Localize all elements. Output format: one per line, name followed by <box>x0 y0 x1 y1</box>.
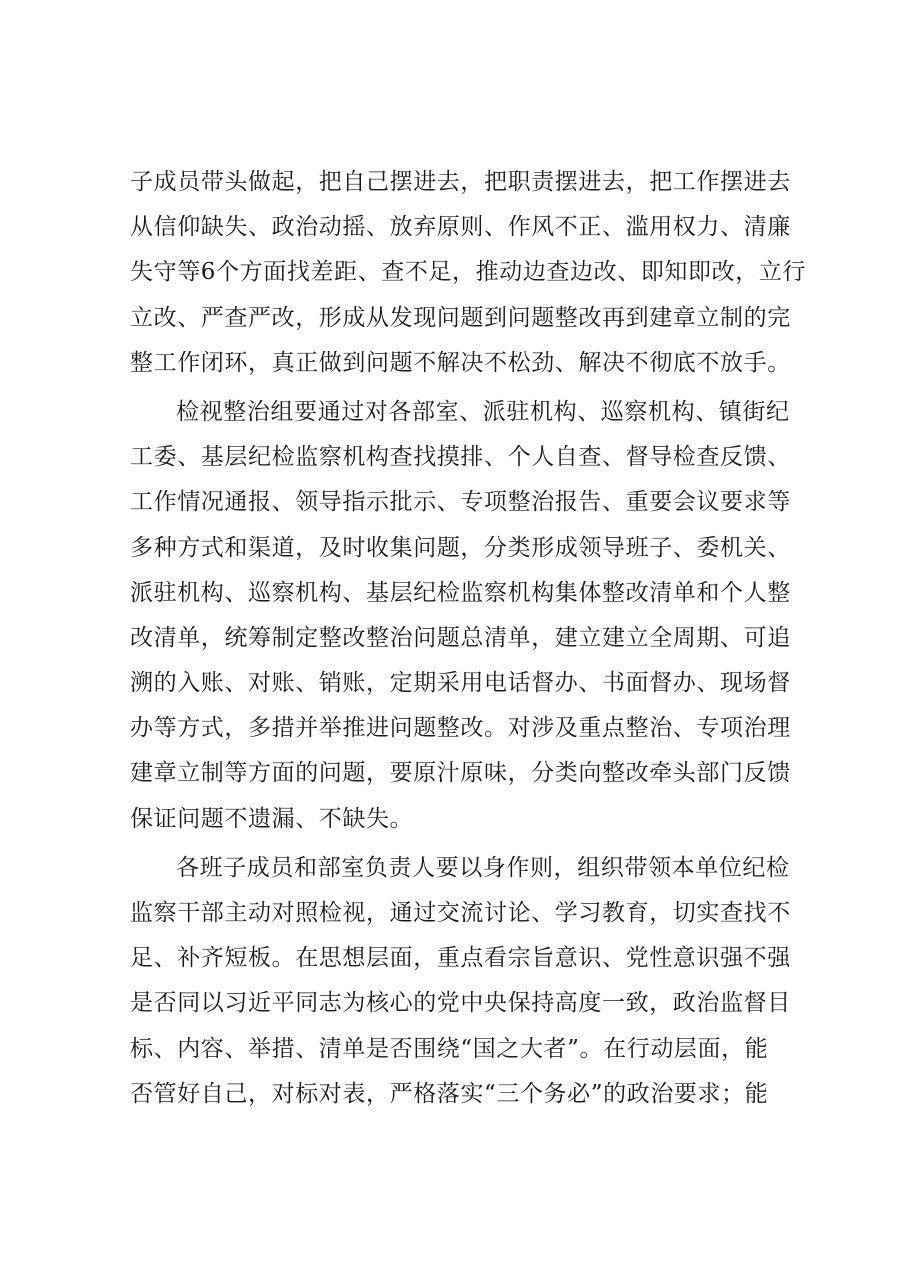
document-body <box>130 160 830 1117</box>
text-line: 足、补齐短板。在思想层面，重点看宗旨意识、党性意识强不强 <box>130 945 791 972</box>
text-line: 整工作闭环，真正做到问题不解决不松劲、解决不彻底不放手。 <box>130 349 791 376</box>
text-line: 改清单，统筹制定整改整治问题总清单，建立建立全周期、可追 <box>130 624 791 651</box>
text-line: 建章立制等方面的问题，要原汁原味，分类向整改牵头部门反馈 <box>130 760 791 787</box>
text-line: 监察干部主动对照检视，通过交流讨论、学习教育，切实查找不 <box>130 900 791 926</box>
text-line: 标、内容、举措、清单是否围绕“国之大者”。在行动层面，能 <box>130 1035 769 1062</box>
text-line: 失守等6个方面找差距、查不足，推动边查边改、即知即改，立行 <box>130 259 807 286</box>
paragraph-2 <box>130 390 830 842</box>
text-line: 从信仰缺失、政治动摇、放弃原则、作风不正、滥用权力、清廉 <box>130 214 791 241</box>
text-line: 立改、严查严改，形成从发现问题到问题整改再到建章立制的完 <box>130 304 791 331</box>
text-line: 保证问题不遗漏、不缺失。 <box>130 805 414 832</box>
text-line: 工作情况通报、领导指示批示、专项整治报告、重要会议要求等 <box>130 489 791 516</box>
text-line: 子成员带头做起，把自己摆进去，把职责摆进去，把工作摆进去 <box>130 169 791 195</box>
paragraph-3 <box>130 846 830 1117</box>
text-line: 溯的入账、对账、销账，定期采用电话督办、书面督办、现场督 <box>130 670 791 697</box>
text-line: 工委、基层纪检监察机构查找摸排、个人自查、督导检查反馈、 <box>130 444 791 471</box>
text-line: 各班子成员和部室负责人要以身作则，组织带领本单位纪检 <box>176 854 790 881</box>
text-line: 检视整治组要通过对各部室、派驻机构、巡察机构、镇街纪 <box>176 398 790 425</box>
paragraph-1 <box>130 160 830 386</box>
text-line: 是否同以习近平同志为核心的党中央保持高度一致，政治监督目 <box>130 990 791 1017</box>
text-line: 派驻机构、巡察机构、基层纪检监察机构集体整改清单和个人整 <box>130 579 791 606</box>
text-line: 多种方式和渠道，及时收集问题，分类形成领导班子、委机关、 <box>130 534 791 561</box>
text-line: 办等方式，多措并举推进问题整改。对涉及重点整治、专项治理 <box>130 715 791 742</box>
text-line: 否管好自己，对标对表，严格落实“三个务必”的政治要求；能 <box>130 1080 769 1107</box>
